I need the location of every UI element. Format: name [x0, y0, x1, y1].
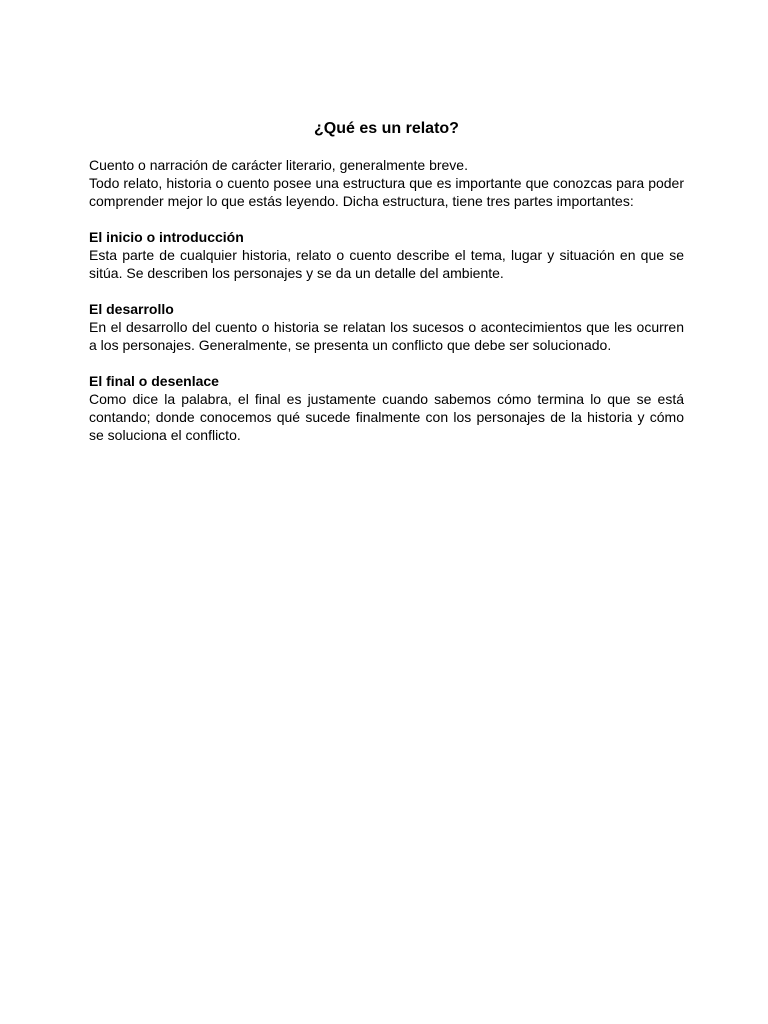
section-desarrollo [89, 300, 684, 354]
section-heading: El inicio o introducción [89, 229, 244, 245]
section-inicio [89, 228, 684, 282]
section-heading: El desarrollo [89, 301, 174, 317]
page-title: ¿Qué es un relato? [314, 120, 459, 137]
intro-structure: Todo relato, historia o cuento posee una estructura que es importante que conozcas para poder comprender mejor lo que estás leyendo. Dicha estructura, tiene tres partes importantes: [89, 175, 684, 209]
section-body: Como dice la palabra, el final es justamente cuando sabemos cómo termina lo que se está contando; donde conocemos qué sucede finalmente con los personajes de la historia y cómo se soluciona el conflicto. [89, 391, 684, 443]
spacer [89, 282, 684, 300]
intro-definition: Cuento o narración de carácter literario, generalmente breve. [89, 157, 468, 173]
section-body: En el desarrollo del cuento o historia se relatan los sucesos o acontecimientos que les ocurren a los personajes. Generalmente, se presenta un conflicto que debe ser solucionado. [89, 319, 684, 353]
document-page [89, 119, 684, 444]
section-heading: El final o desenlace [89, 373, 219, 389]
spacer [89, 210, 684, 228]
section-body: Esta parte de cualquier historia, relato o cuento describe el tema, lugar y situación en que se sitúa. Se describen los personajes y se da un detalle del ambiente. [89, 247, 684, 281]
section-final [89, 372, 684, 444]
spacer [89, 354, 684, 372]
